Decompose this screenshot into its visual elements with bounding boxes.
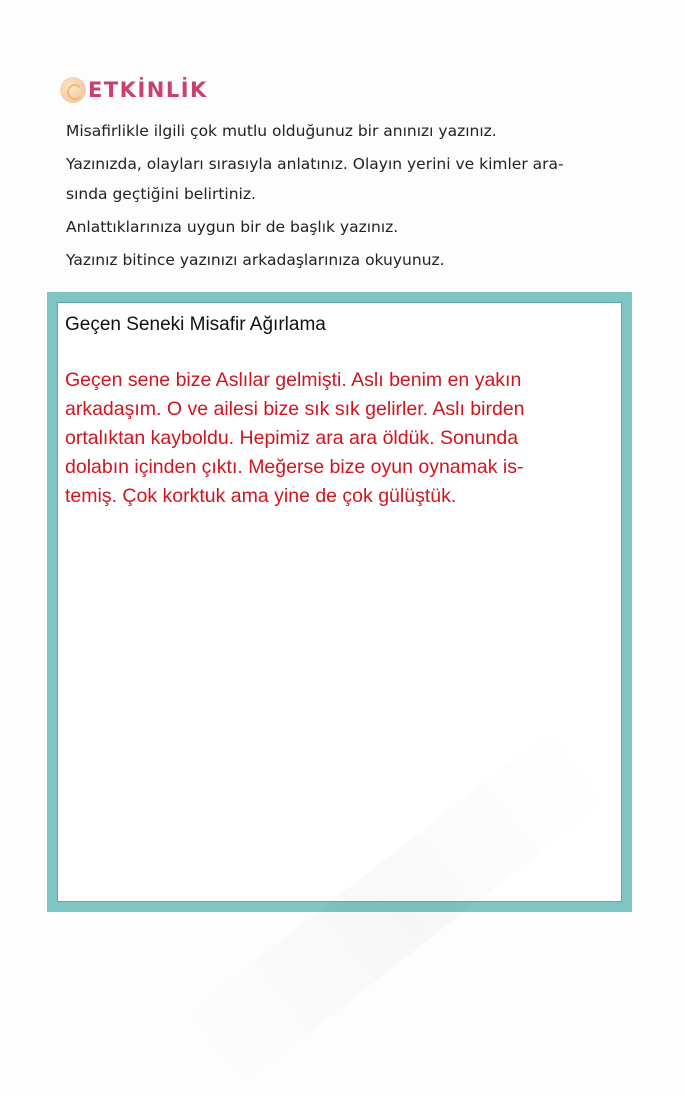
essay-line: ortalıktan kayboldu. Hepimiz ara ara öldük. Sonunda bbox=[65, 427, 519, 449]
essay-line: arkadaşım. O ve ailesi bize sık sık gelirler. Aslı birden bbox=[65, 398, 525, 420]
background-watermark bbox=[172, 718, 621, 1096]
activity-header bbox=[60, 74, 208, 106]
instruction-line: Yazınız bitince yazınızı arkadaşlarınıza okuyunuz. bbox=[66, 251, 445, 269]
instruction-line: Misafirlikle ilgili çok mutlu olduğunuz bir anınızı yazınız. bbox=[66, 122, 497, 140]
instruction-line: Anlattıklarınıza uygun bir de başlık yazınız. bbox=[66, 218, 399, 236]
essay-line: Geçen sene bize Aslılar gelmişti. Aslı benim en yakın bbox=[65, 369, 522, 391]
essay-body bbox=[65, 366, 600, 511]
activity-badge-icon bbox=[60, 77, 86, 103]
instruction-line: Yazınızda, olayları sırasıyla anlatınız. Olayın yerini ve kimler ara- bbox=[66, 155, 564, 173]
writing-box[interactable] bbox=[57, 302, 622, 902]
essay-title: Geçen Seneki Misafir Ağırlama bbox=[65, 314, 326, 335]
writing-box-frame bbox=[47, 292, 632, 912]
instruction-line: sında geçtiğini belirtiniz. bbox=[66, 185, 256, 203]
essay-line: dolabın içinden çıktı. Meğerse bize oyun oynamak is- bbox=[65, 456, 524, 478]
instructions bbox=[66, 115, 640, 277]
activity-title: ETKİNLİK bbox=[88, 78, 208, 102]
essay-line: temiş. Çok korktuk ama yine de çok gülüştük. bbox=[65, 485, 457, 507]
